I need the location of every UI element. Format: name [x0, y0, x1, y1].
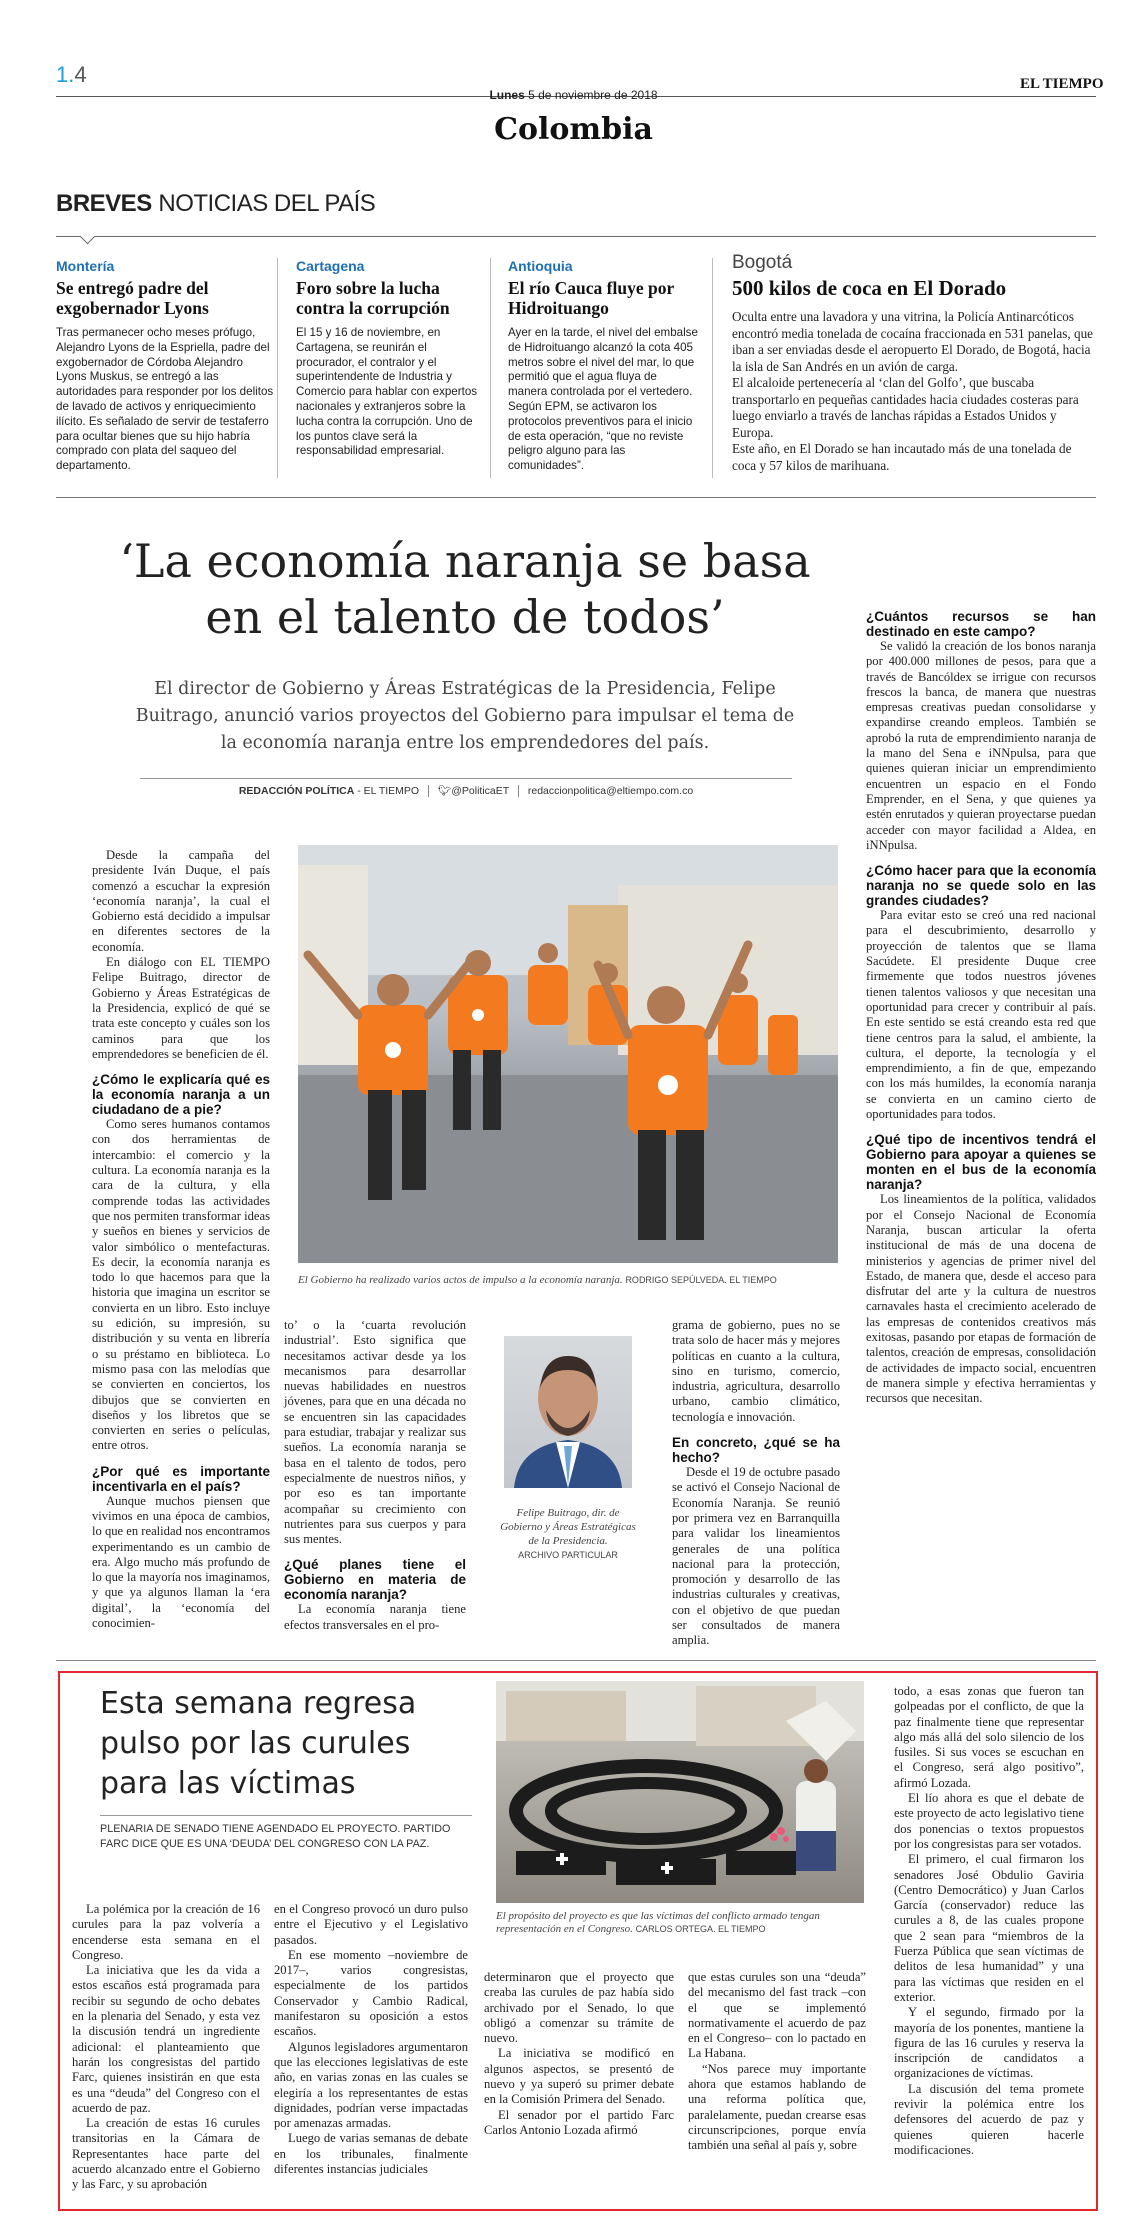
body-paragraph: La iniciativa que les da vida a estos escaños está programada para recibir su segundo de ocho debates en la plenaria del Senado, y esta vez la discusión tendrá un ingrediente adicional: el planteamiento que harán los congresistas del partido Farc, quienes insistirán en que esta es una “deuda” del Congreso con el acuerdo de paz. — [72, 1963, 260, 2115]
body-paragraph: grama de gobierno, pues no se trata solo de hacer más y mejores políticas en cuanto a la cultura, sino en turismo, comercio, industria, agricultura, desarrollo urbano, cambio climático, tecnología e innovación. — [672, 1318, 840, 1424]
second-column-5 — [894, 1684, 1084, 2158]
second-deck: PLENARIA DE SENADO TIENE AGENDADO EL PROYECTO. PARTIDO FARC DICE QUE ES UNA ‘DEUDA’ DEL CONGRESO CON LA PAZ. — [100, 1823, 451, 1850]
question-subhead: ¿Qué tipo de incentivos tendrá el Gobierno para apoyar a quienes se monten en el bus de la economía naranja? — [866, 1132, 1096, 1193]
question-subhead: ¿Cuántos recursos se han destinado en este campo? — [866, 609, 1096, 639]
body-paragraph: El senador por el partido Farc Carlos Antonio Lozada afirmó — [484, 2107, 674, 2137]
body-paragraph: to’ o la ‘cuarta revolución industrial’. Esto significa que necesitamos activar desde ya los mecanismos para desarrollar nuevas habilidades en nuestros jóvenes, para que en una década no se encuentren sin las capacidades para estudiar, trabajar y realizar sus sueños. La economía naranja se basa en el talento de todos, pero especialmente de nuestros niños, y por eso es tan importante acompañar su crecimiento con nutrientes para sus cuerpos y para sus mentes. — [284, 1318, 466, 1547]
body-paragraph: Se validó la creación de los bonos naranja por 400.000 millones de pesos, para que a través de Bancóldex se irrigue con recursos frescos la banca, de manera que nuestras empresas creativas puedan consolidarse y expandirse creando empleos. También se aprobó la ruta de emprendimiento naranja de la mano del Sena e iNNpulsa, para que quienes quieran iniciar un emprendimiento encuentren un espacio en el Fondo Emprender, en el Sena, y que quienes ya estén enrutados y quieran proyectarse puedan acceder con mayor facilidad a Aldea, en iNNpulsa. — [866, 639, 1096, 852]
body-paragraph: En ese momento –noviembre de 2017–, varios congresistas, especialmente de los partidos Conservador y Cambio Radical, manifestaron su oposición a estos escaños. — [274, 1947, 468, 2039]
second-photo-caption: El propósito del proyecto es que las víctimas del conflicto armado tengan representación en el Congreso. CARLOS ORTEGA. EL TIEMPO — [496, 1910, 820, 1935]
body-paragraph: Como seres humanos contamos con dos herramientas de intercambio: el comercio y la cultura. La economía naranja es la cara de la cultura, y ella comprende todas las actividades que nos permiten transformar ideas y sueños en bienes y servicios de valor simbólico o mentefacturas. Es decir, la economía naranja es todo lo que hacemos para que la historia que imagina un escritor se convierta en un libro. Esto incluye su edición, su impresión, su distribución y su venta en librería o su préstamo en biblioteca. Lo mismo pasa con las melodías que se convierten en conciertos, los dibujos que se convierten en diseños y los libretos que se convierten en series o películas, entre otros. — [92, 1117, 270, 1453]
body-paragraph: La polémica por la creación de 16 curules para la paz volvería a encenderse esta semana en el Congreso. — [72, 1902, 260, 1962]
body-paragraph: Los lineamientos de la política, validados por el Consejo Nacional de Economía Naranja, buscan articular la oferta institucional de más de una docena de ministerios y agencias de primer nivel del Estado, de manera que, desde el acceso para disfrutar del arte y la cultura de nuestros carnavales hasta el crecimiento acelerado de las empresas de contenidos creativos más exitosas, pasando por etapas de formación de talentos, creación de empresas, consolidación de actividades de impacto social, encuentren de manera simple y efectiva herramientas y recursos que necesitan. — [866, 1192, 1096, 1406]
body-paragraph: Desde la campaña del presidente Iván Duque, el país comenzó a escuchar la expresión ‘economía naranja’, la cual el Gobierno está decidido a impulsar en diferentes sectores de la economía. — [92, 848, 270, 954]
body-paragraph: Aunque muchos piensen que vivimos en una época de cambios, lo que en realidad nos encontramos experimentando es un cambio de era. Algo mucho más profundo de lo que la mayoría nos imaginamos, y que ya algunos llaman la ‘era digital’, la ‘economía del conocimien- — [92, 1493, 271, 1631]
main-photo — [298, 845, 838, 1263]
issue-date: Lunes 5 de noviembre de 2018 — [489, 88, 658, 102]
main-column-4 — [866, 609, 1096, 1406]
second-column-2 — [274, 1902, 468, 2177]
byline: REDACCIÓN POLÍTICA - EL TIEMPO 🐦︎@PoliticaET redaccionpolitica@eltiempo.com.co — [238, 785, 694, 797]
body-paragraph: Desde el 19 de octubre pasado se activó el Consejo Nacional de Economía Naranja. Se reunió por primera vez en Barranquilla para validar los lineamientos generales de una política nacional para la protección, promoción y desarrollo de las industrias culturales y creativas, con el objetivo de que puedan ser consultados de manera amplia. — [672, 1465, 840, 1648]
body-paragraph: En diálogo con EL TIEMPO Felipe Buitrago, director de Gobierno y Áreas Estratégicas de la Presidencia, explicó de qué se trata este concepto y cuáles son los caminos para que los emprendedores se beneficien de él. — [92, 955, 270, 1061]
body-paragraph: determinaron que el proyecto que creaba las curules de paz había sido archivado por el Senado, lo que obligó a comenzar su trámite de nuevo. — [484, 1970, 674, 2046]
question-subhead: ¿Por qué es importante incentivarla en el país? — [92, 1463, 270, 1494]
body-paragraph: El lío ahora es que el debate de este proyecto de acto legislativo tiene dos ponencias o textos propuestos por los congresistas para ser votados. — [894, 1791, 1084, 1851]
question-subhead: ¿Cómo hacer para que la economía naranja no se quede solo en las grandes ciudades? — [866, 863, 1096, 909]
main-photo-caption: El Gobierno ha realizado varios actos de impulso a la economía naranja. RODRIGO SEPÚLVEDA. EL TIEMPO — [298, 1274, 777, 1286]
question-subhead: En concreto, ¿qué se ha hecho? — [672, 1435, 840, 1466]
brief-monteria: Montería Se entregó padre del exgobernador Lyons Tras permanecer ocho meses prófugo, Alejandro Lyons de la Espriella, padre del exgobernador de Córdoba Alejandro Lyons Muskus, se entregó a las autoridades para responder por los delitos de lavado de activos y enriquecimiento ilícito. Es señalado de servir de testaferro para ocultar bienes que su hijo habría comprado con plata del saqueo del departamento. — [56, 258, 274, 473]
main-column-2 — [284, 1318, 466, 1633]
brief-antioquia: Antioquia El río Cauca fluye por Hidroituango Ayer en la tarde, el nivel del embalse de Hidroituango alcanzó la cota 405 metros sobre el nivel del mar, lo que permitió que el agua fluya de manera controlada por el vertedero. Según EPM, se activaron los protocolos preventivos para el inicio de esta operación, “que no reviste peligro alguno para las comunidades”. — [508, 258, 698, 473]
second-column-3 — [484, 1970, 674, 2138]
brief-bogota: Bogotá 500 kilos de coca en El Dorado Oculta entre una lavadora y una vitrina, la Policía Antinarcóticos encontró media tonelada de cocaína fraccionada en 531 panelas, que iban a ser enviadas desde el aeropuerto El Dorado, de Bogotá, hacia la isla de San Andrés en un avión de carga. El alcaloide pertenecería al ‘clan del Golfo’, que buscaba transportarlo en pequeñas cantidades hacia ciudades costeras para luego enviarlo a través de lanchas rápidas a Estados Unidos y Europa. Este año, en El Dorado se han incautado más de una tonelada de coca y 57 kilos de marihuana. — [732, 252, 1094, 473]
body-paragraph: que estas curules son una “deuda” del mecanismo del fast track –con el que se implementó normativamente el acuerdo de paz en el Congreso– con lo pactado en La Habana. — [688, 1970, 866, 2061]
body-paragraph: Para evitar esto se creó una red nacional para el descubrimiento, desarrollo y proyección de talentos que se llama Sacúdete. El presidente Duque cree firmemente que todos nuestros jóvenes tienen talentos valiosos y que necesitan una oportunidad para crecer y contribuir al país. En este sentido se está creando esta red que tiene centros para la salud, el ambiente, la cultura, el deporte, la tecnología y el emprendimiento, a fin de que, empezando con los más humildes, la economía naranja se convierta en un camino cierto de oportunidades para todos. — [866, 908, 1096, 1122]
body-paragraph: en el Congreso provocó un duro pulso entre el Ejecutivo y el Legislativo pasados. — [274, 1902, 468, 1947]
body-paragraph: La iniciativa se modificó en algunos aspectos, se presentó de nuevo y ya superó su primer debate en la Comisión Primera del Senado. — [484, 2046, 674, 2107]
twitter-icon: 🐦︎ — [437, 785, 452, 797]
portrait-caption: Felipe Buitrago, dir. de Gobierno y Áreas Estratégicas de la Presidencia. ARCHIVO PARTICULAR — [500, 1507, 636, 1560]
second-column-4 — [688, 1970, 866, 2154]
body-paragraph: Luego de varias semanas de debate en los tribunales, finalmente diferentes instancias judiciales — [274, 2131, 468, 2177]
main-column-3 — [672, 1318, 840, 1649]
breves-label: BREVES NOTICIAS DEL PAÍS — [56, 190, 376, 217]
section-title: Colombia — [494, 112, 653, 147]
second-photo — [496, 1681, 864, 1903]
brief-cartagena: Cartagena Foro sobre la lucha contra la corrupción El 15 y 16 de noviembre, en Cartagena, se reunirán el procurador, el contralor y el superintendente de Industria y Comercio para hablar con expertos nacionales y extranjeros sobre la lucha contra la corrupción. Uno de los puntos clave será la responsabilidad empresarial. — [296, 258, 478, 458]
body-paragraph: “Nos parece muy importante ahora que estamos hablando de una reforma política que, paralelamente, puedan crearse esas circunscripciones, porque envía también una señal al país y, sobre — [688, 2061, 866, 2153]
main-headline: ‘La economía naranja se basa en el talento de todos’ — [119, 534, 811, 644]
question-subhead: ¿Cómo le explicaría qué es la economía naranja a un ciudadano de a pie? — [92, 1072, 270, 1118]
question-subhead: ¿Qué planes tiene el Gobierno en materia de economía naranja? — [284, 1557, 466, 1603]
second-headline: Esta semana regresa pulso por las curules para las víctimas — [100, 1686, 417, 1801]
main-column-1 — [92, 848, 270, 1631]
second-column-1 — [72, 1902, 260, 2193]
email-link[interactable]: redaccionpolitica@eltiempo.com.co — [527, 785, 694, 797]
body-paragraph: Algunos legisladores argumentaron que las elecciones legislativas de este año, en varias zonas en las cuales se elegiría a los representantes de estas dignidades, podrían verse impactadas por amenazas armadas. — [274, 2039, 468, 2131]
body-paragraph: Y el segundo, firmado por la mayoría de los ponentes, mantiene la figura de las 16 curules y reserva la inscripción de candidatos a organizaciones de víctimas. — [894, 2005, 1084, 2081]
body-paragraph: El primero, el cual firmaron los senadores José Obdulio Gaviria (Centro Democrático) y Juan Carlos García (conservador) reduce las curules a 8, de las cuales propone que 2 sean para “miembros de la Fuerza Pública que sean víctimas de delitos de lesa humanidad” y una para las víctimas que residen en el exterior. — [894, 1852, 1084, 2004]
twitter-handle[interactable]: @PoliticaET — [451, 785, 510, 797]
body-paragraph: La discusión del tema promete revivir la polémica entre los defensores del acuerdo de paz y quienes quieren hacerle modificaciones. — [894, 2081, 1084, 2157]
body-paragraph: La creación de estas 16 curules transitorias en la Cámara de Representantes hace parte del acuerdo alcanzado entre el Gobierno y las Farc, y su aprobación — [72, 2116, 260, 2192]
body-paragraph: La economía naranja tiene efectos transversales en el pro- — [284, 1602, 466, 1632]
page-number: 1.4 — [56, 62, 87, 87]
main-deck: El director de Gobierno y Áreas Estratégicas de la Presidencia, Felipe Buitrago, anunció varios proyectos del Gobierno para impulsar el tema de la economía naranja entre los emprendedores del país. — [135, 679, 795, 753]
portrait-photo — [504, 1336, 632, 1488]
breves-pointer — [80, 229, 96, 245]
brand-logo: EL TIEMPO — [1020, 76, 1104, 92]
body-paragraph: todo, a esas zonas que fueron tan golpeadas por el conflicto, de que la paz finalmente tiene que representar algo más allá del solo silencio de los fusiles. Si sus voces se escuchan en el Congreso, será algo positivo”, afirmó Lozada. — [894, 1684, 1084, 1790]
